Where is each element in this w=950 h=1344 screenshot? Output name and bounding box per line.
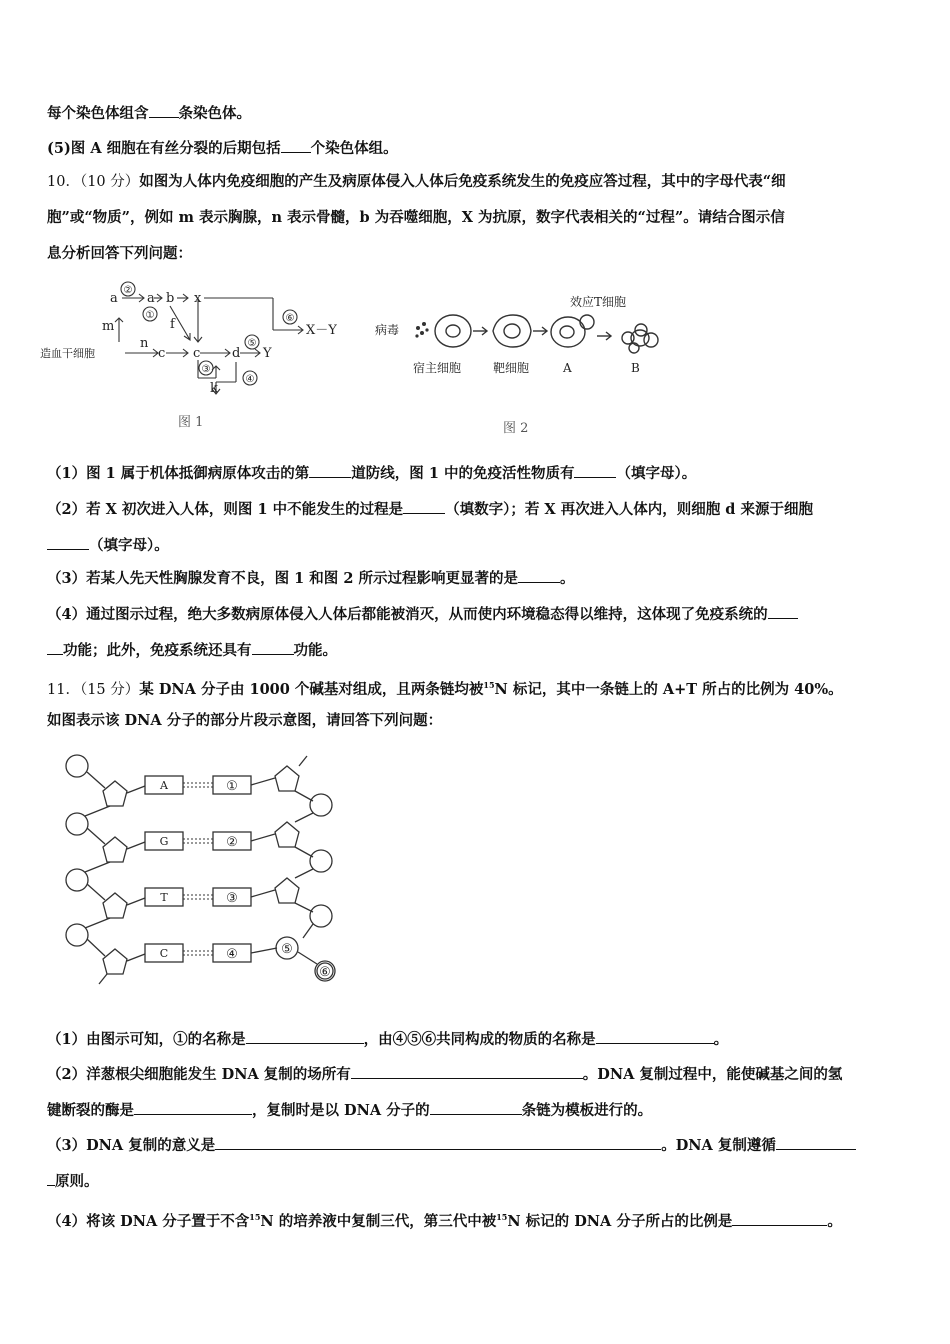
- q10-part3: [47, 568, 574, 589]
- label-effector-t-cell: 效应T细胞: [570, 295, 627, 309]
- answer-blank[interactable]: [430, 1100, 522, 1115]
- q10-stem-line1: [47, 172, 786, 192]
- circle-4: ④: [245, 374, 255, 385]
- label-5: ⑤: [281, 942, 293, 957]
- answer-blank[interactable]: [47, 1171, 55, 1186]
- text: 条染色体。: [178, 105, 251, 122]
- text: 每个染色体组含: [47, 105, 149, 122]
- text: （4）通过图示过程，绝大多数病原体侵入人体后都能被消灭，从而使内环境稳态得以维持，这体现了免疫系统的: [47, 606, 768, 623]
- text: 功能；此外，免疫系统还具有: [63, 642, 252, 659]
- q10-part2: [47, 499, 813, 520]
- label-host-cell: 宿主细胞: [413, 361, 462, 375]
- question-score: （15 分）: [79, 682, 140, 698]
- q10-stem-line3: 息分析回答下列问题：: [47, 245, 192, 262]
- answer-blank[interactable]: [776, 1135, 856, 1150]
- question-score: （10 分）: [79, 174, 140, 190]
- text: 。DNA 复制过程中，能使碱基之间的氢: [582, 1066, 843, 1083]
- text: （填数字）；若 X 再次进入人体内，则细胞 d 来源于细胞: [445, 501, 813, 518]
- text: 。: [827, 1213, 842, 1230]
- label-n: n: [140, 336, 149, 351]
- label-x-y: X－Y: [306, 323, 337, 338]
- answer-blank[interactable]: [134, 1100, 252, 1115]
- text: ，由④⑤⑥共同构成的物质的名称是: [363, 1031, 596, 1048]
- q11-stem-line2: 如图表示该 DNA 分子的部分片段示意图，请回答下列问题：: [47, 712, 443, 729]
- label-y: Y: [263, 346, 272, 361]
- circle-5: ⑤: [247, 338, 257, 349]
- label-target-cell: 靶细胞: [493, 361, 530, 375]
- label-b: b: [166, 291, 175, 306]
- label-source: 造血干细胞: [40, 347, 95, 360]
- question-number: 11．: [47, 682, 80, 698]
- label-d: d: [232, 346, 241, 361]
- text: 个染色体组。: [310, 140, 398, 157]
- text: （2）若 X 初次进入人体，则图 1 中不能发生的过程是: [47, 501, 404, 518]
- answer-blank[interactable]: [351, 1064, 583, 1079]
- answer-blank[interactable]: [246, 1029, 364, 1044]
- q11-part2-cont: [47, 1100, 652, 1121]
- text: 原则。: [55, 1173, 99, 1190]
- text: （3）若某人先天性胸腺发育不良，图 1 和图 2 所示过程影响更显著的是: [47, 570, 518, 587]
- pair-4: ④: [226, 947, 238, 962]
- text: 如图为人体内免疫细胞的产生及病原体侵入人体后免疫系统发生的免疫应答过程，其中的字母代表“细: [139, 173, 786, 190]
- text: ，复制时是以 DNA 分子的: [252, 1102, 430, 1119]
- text: N 标记，其中一条链上的 A+T 所占的比例为 40%。: [494, 681, 843, 698]
- dna-diagram: [55, 748, 355, 998]
- q10-part2-cont: [47, 535, 169, 556]
- base-c: C: [159, 947, 169, 960]
- answer-blank[interactable]: [574, 463, 616, 478]
- label-x: x: [194, 291, 202, 306]
- q11-part2: [47, 1064, 842, 1085]
- text: 。: [559, 570, 575, 587]
- text: (5)图 A 细胞在有丝分裂的后期包括: [47, 140, 281, 157]
- q11-part3: [47, 1135, 856, 1156]
- pair-3: ③: [226, 891, 238, 906]
- label-a: a: [110, 291, 118, 306]
- pair-1: ①: [226, 779, 238, 794]
- text: （填字母）。: [616, 465, 697, 482]
- text: （1）图 1 属于机体抵御病原体攻击的第: [47, 465, 310, 482]
- text: （3）DNA 复制的意义是: [47, 1137, 216, 1154]
- text: （4）将该 DNA 分子置于不含: [47, 1213, 250, 1230]
- label-b: B: [631, 361, 640, 375]
- text: 。DNA 复制遵循: [661, 1137, 776, 1154]
- label-c: c: [158, 346, 166, 361]
- q11-part4: [47, 1207, 842, 1232]
- question-number: 10．: [47, 174, 80, 190]
- label-m: m: [102, 319, 115, 334]
- circle-3: ③: [201, 364, 211, 375]
- pair-2: ②: [226, 835, 238, 850]
- superscript-15: 15: [249, 1212, 261, 1222]
- base-t: T: [160, 891, 168, 904]
- answer-blank[interactable]: [47, 640, 63, 655]
- superscript-15: 15: [496, 1212, 508, 1222]
- answer-blank[interactable]: [518, 568, 560, 583]
- circle-2: ②: [123, 285, 133, 296]
- figure-1-caption: 图 1: [178, 415, 204, 430]
- q11-part3-cont: [47, 1171, 99, 1192]
- superscript-15: 15: [483, 680, 495, 690]
- label-virus: 病毒: [375, 323, 400, 337]
- text: （填字母）。: [89, 537, 169, 554]
- q11-part1: [47, 1029, 728, 1050]
- q10-stem-line2: 胞”或“物质”，例如 m 表示胸腺，n 表示骨髓，b 为吞噬细胞，X 为抗原，数字代表相关的“过程”。请结合图示信: [47, 209, 785, 226]
- text: 道防线，图 1 中的免疫活性物质有: [351, 465, 575, 482]
- q10-part1: [47, 463, 696, 484]
- text: 某 DNA 分子由 1000 个碱基对组成，且两条链均被: [139, 681, 484, 698]
- text: （2）洋葱根尖细胞能发生 DNA 复制的场所有: [47, 1066, 351, 1083]
- answer-blank[interactable]: [596, 1029, 714, 1044]
- circle-1: ①: [145, 310, 155, 321]
- answer-blank[interactable]: [149, 103, 179, 118]
- figure-2-virus-diagram: [375, 286, 675, 441]
- figure-1-immune-diagram: [40, 280, 370, 435]
- label-f: f: [170, 317, 175, 332]
- text: N 的培养液中复制三代，第三代中被: [260, 1213, 497, 1230]
- label-k: k: [210, 381, 218, 396]
- answer-blank[interactable]: [47, 535, 89, 550]
- q9-line1: [47, 103, 251, 124]
- text: 功能。: [293, 642, 337, 659]
- text: 。: [713, 1031, 729, 1048]
- q10-part4-cont: [47, 640, 337, 661]
- figure-2-caption: 图 2: [503, 421, 529, 436]
- label-c2: c: [193, 346, 201, 361]
- answer-blank[interactable]: [281, 138, 311, 153]
- label-a2: a: [147, 291, 155, 306]
- answer-blank[interactable]: [309, 463, 351, 478]
- answer-blank[interactable]: [403, 499, 445, 514]
- base-g: G: [159, 835, 169, 848]
- answer-blank[interactable]: [768, 604, 798, 619]
- q11-stem-line1: [47, 675, 843, 700]
- circle-6: ⑥: [285, 313, 295, 324]
- text: N 标记的 DNA 分子所占的比例是: [507, 1213, 733, 1230]
- answer-blank[interactable]: [215, 1135, 661, 1150]
- label-a: A: [563, 361, 572, 375]
- base-a: A: [160, 779, 168, 792]
- text: 键断裂的酶是: [47, 1102, 134, 1119]
- label-6: ⑥: [319, 965, 331, 980]
- answer-blank[interactable]: [732, 1211, 827, 1226]
- text: 条链为模板进行的。: [521, 1102, 653, 1119]
- text: （1）由图示可知，①的名称是: [47, 1031, 246, 1048]
- q9-line2: [47, 138, 398, 159]
- answer-blank[interactable]: [252, 640, 294, 655]
- q10-part4: [47, 604, 798, 625]
